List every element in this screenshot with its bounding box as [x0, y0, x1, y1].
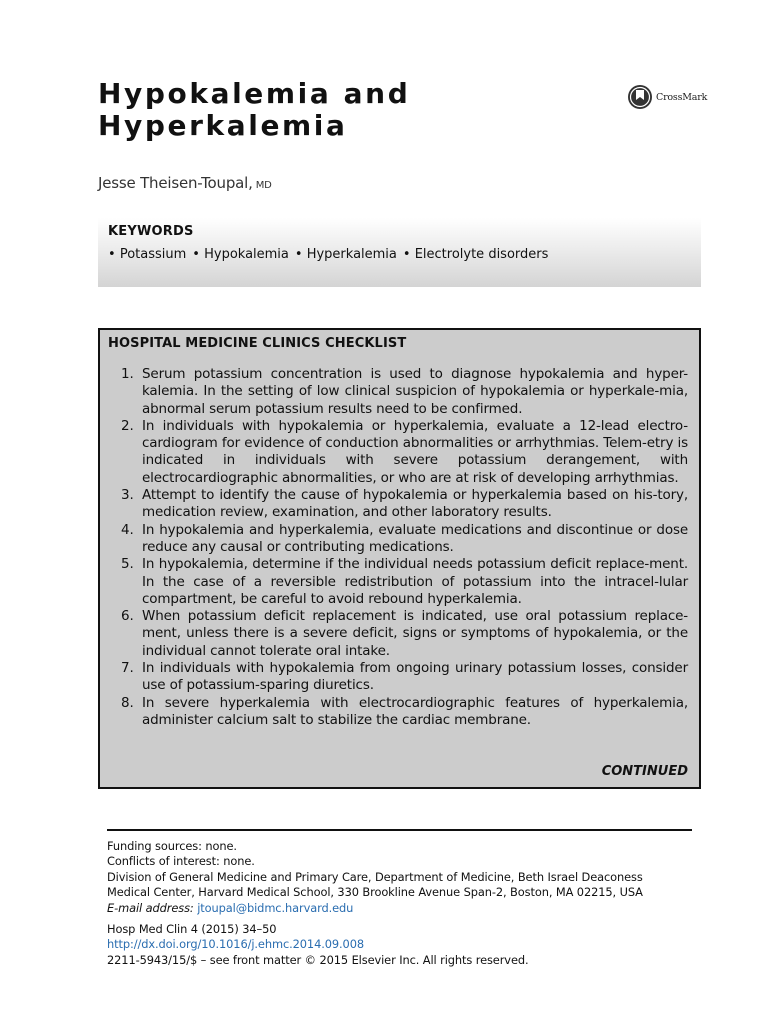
checklist-item-number: 2. [121, 417, 134, 434]
checklist-item-text: In hypokalemia and hyperkalemia, evaluate medications and discontinue or dose reduce any causal or contributing medications. [142, 521, 688, 555]
citation: Hosp Med Clin 4 (2015) 34–50 [107, 922, 277, 937]
checklist-item-text: Serum potassium concentration is used to diagnose hypokalemia and hyper-kalemia. In the setting of low clinical suspicion of hypokalemia or hyperkale-mia, abnormal serum potassium results need to be confirmed. [142, 366, 688, 417]
author-degree: MD [255, 180, 272, 191]
email-label: E-mail address: [107, 900, 194, 915]
doi-link[interactable]: http://dx.doi.org/10.1016/j.ehmc.2014.09.008 [107, 937, 364, 952]
checklist-item-text: When potassium deficit replacement is indicated, use oral potassium replace-ment, unless there is a severe deficit, signs or symptoms of hypokalemia, or the individual cannot tolerate oral intake. [142, 608, 688, 659]
keyword-item: • Hypokalemia [192, 247, 289, 262]
title-line-2: Hyperkalemia [98, 109, 348, 142]
checklist-item [108, 660, 688, 695]
checklist-item-text: In severe hyperkalemia with electrocardiographic features of hyperkalemia, administer calcium salt to stabilize the cardiac membrane. [142, 694, 688, 728]
email-link[interactable]: jtoupal@bidmc.harvard.edu [197, 900, 354, 915]
conflicts-note: Conflicts of interest: none. [107, 854, 255, 869]
author-line [98, 174, 272, 192]
affiliation-line-1: Division of General Medicine and Primary Care, Department of Medicine, Beth Israel Deaconess [107, 869, 643, 884]
crossmark-label: CrossMark [656, 91, 708, 103]
checklist-item-text: Attempt to identify the cause of hypokalemia or hyperkalemia based on his-tory, medication review, examination, and other laboratory results. [142, 487, 688, 521]
copyright: 2211-5943/15/$ – see front matter © 2015 Elsevier Inc. All rights reserved. [107, 952, 529, 967]
footnotes [107, 829, 692, 968]
checklist-item-number: 3. [121, 487, 134, 504]
checklist-item [108, 366, 688, 418]
checklist-item-text: In individuals with hypokalemia from ongoing urinary potassium losses, consider use of potassium-sparing diuretics. [142, 660, 688, 694]
email-line [107, 901, 692, 916]
checklist-item [108, 418, 688, 487]
checklist-item [108, 522, 688, 557]
checklist-item-number: 5. [121, 556, 134, 573]
checklist-heading: HOSPITAL MEDICINE CLINICS CHECKLIST [108, 336, 407, 351]
funding-note: Funding sources: none. [107, 839, 237, 853]
checklist-box [98, 328, 701, 789]
keyword-item: • Electrolyte disorders [403, 247, 549, 262]
checklist-list [108, 366, 688, 729]
keyword-item: • Potassium [108, 247, 186, 262]
keywords-box [98, 218, 701, 287]
keywords-list [108, 247, 691, 262]
checklist-item-text: In hypokalemia, determine if the individual needs potassium deficit replace-ment. In the case of a reversible redistribution of potassium into the intracel-lular compartment, be careful to avoid rebound hyperkalemia. [142, 556, 688, 607]
article-title [98, 78, 410, 142]
checklist-item [108, 608, 688, 660]
checklist-item [108, 695, 688, 730]
author-name: Jesse Theisen-Toupal, [98, 174, 253, 192]
keyword-item: • Hyperkalemia [295, 247, 397, 262]
checklist-item-number: 6. [121, 608, 134, 625]
title-line-1: Hypokalemia and [98, 77, 411, 110]
checklist-item-text: In individuals with hypokalemia or hyperkalemia, evaluate a 12-lead electro-cardiogram for evidence of conduction abnormalities or arrhythmias. Telem-etry is indicated in individuals with severe potassium derangement, with electrocardiographic abnormalities, or who are at risk of developing arrhythmias. [142, 417, 688, 486]
checklist-item-number: 8. [121, 694, 134, 711]
checklist-item-number: 4. [121, 521, 134, 538]
checklist-item [108, 556, 688, 608]
continued-label: CONTINUED [601, 764, 688, 779]
crossmark-icon [627, 84, 653, 110]
checklist-item [108, 487, 688, 522]
checklist-item-number: 1. [121, 366, 134, 382]
checklist-item-number: 7. [121, 660, 134, 677]
keywords-heading: KEYWORDS [108, 224, 194, 239]
crossmark-badge[interactable] [627, 84, 707, 110]
affiliation-line-2: Medical Center, Harvard Medical School, 330 Brookline Avenue Span-2, Boston, MA 02215, USA [107, 885, 643, 900]
